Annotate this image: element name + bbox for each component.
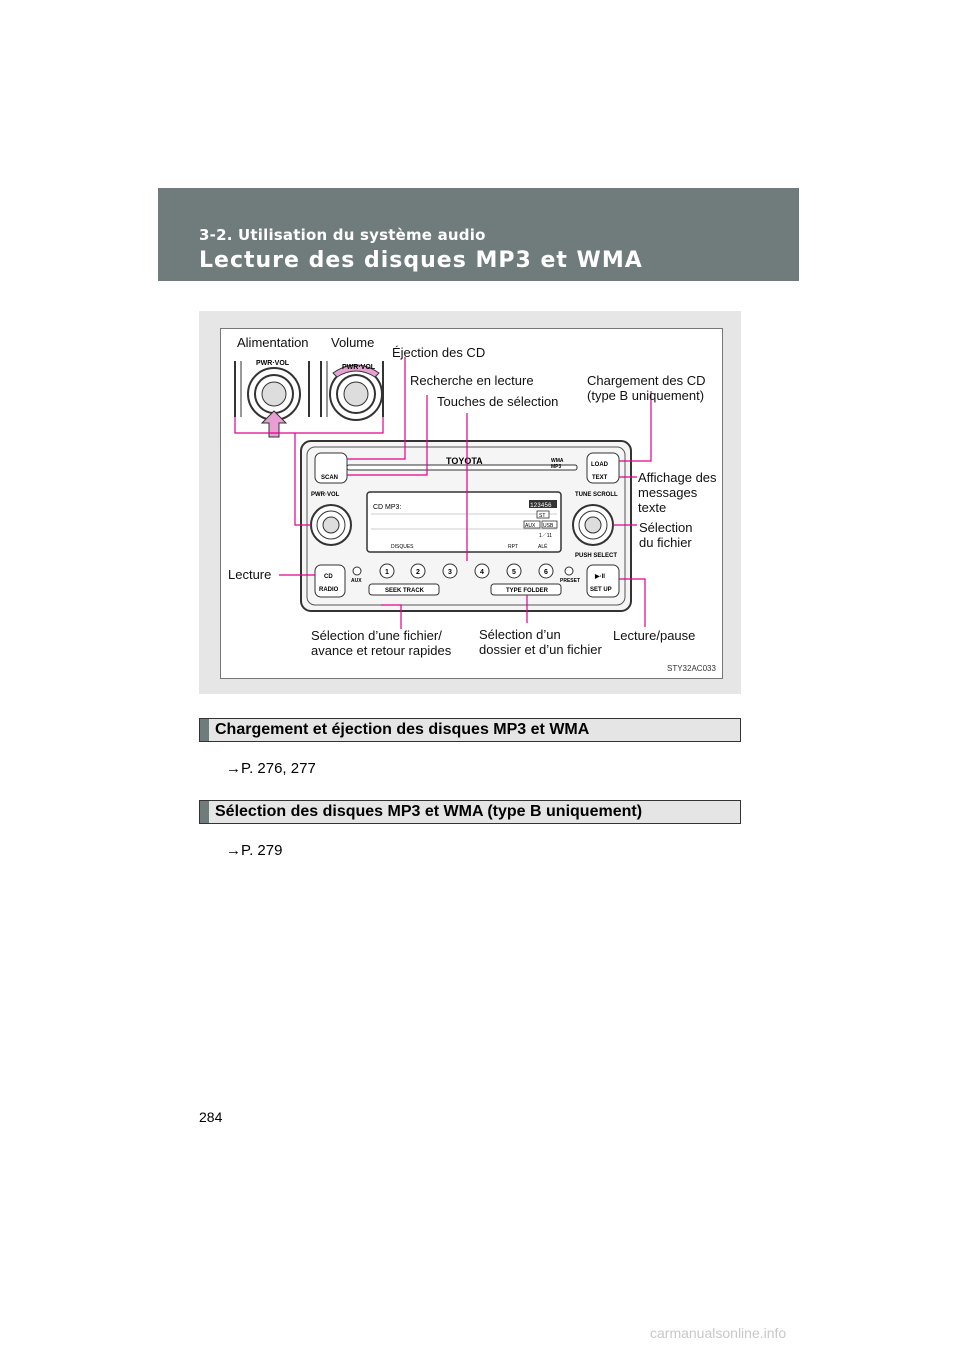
type-folder-label: TYPE FOLDER bbox=[506, 588, 549, 594]
callout-chargement: Chargement des CD (type B uniquement) bbox=[587, 373, 706, 403]
subheading-chargement bbox=[199, 718, 741, 742]
audio-unit-figure bbox=[220, 328, 723, 679]
callout-affichage: Affichage des messages texte bbox=[638, 470, 717, 515]
callout-alimentation: Alimentation bbox=[237, 335, 309, 350]
display-aux: AUX bbox=[525, 523, 536, 529]
preset-label: 4 bbox=[480, 569, 484, 576]
display-track: 1／11 bbox=[539, 533, 552, 539]
seek-track-label: SEEK TRACK bbox=[385, 588, 425, 594]
load-label: LOAD bbox=[591, 462, 608, 468]
push-select-label: PUSH SELECT bbox=[575, 553, 618, 559]
display-usb: USB bbox=[543, 523, 554, 529]
mp3-logo: MP3 bbox=[551, 464, 562, 470]
aux-label: AUX bbox=[351, 578, 362, 584]
setup-label: SET UP bbox=[590, 587, 612, 593]
display-disques: DISQUES bbox=[391, 544, 414, 550]
display-mode: CD MP3: bbox=[373, 504, 402, 511]
subheading-bar bbox=[200, 801, 209, 823]
knob-label: PWR·VOL bbox=[311, 492, 340, 498]
preset-label: 3 bbox=[448, 569, 452, 576]
subheading-text: Sélection des disques MP3 et WMA (type B uniquement) bbox=[215, 803, 643, 820]
callout-selection-fichier: Sélection du fichier bbox=[639, 520, 693, 550]
zoom-volume-label: PWR·VOL bbox=[342, 364, 376, 371]
display-ale: ALÉ bbox=[538, 544, 548, 550]
preset-label: 6 bbox=[544, 569, 548, 576]
zoom-knob-label: PWR·VOL bbox=[256, 360, 290, 367]
callout-lecture: Lecture bbox=[228, 567, 272, 582]
audio-head-unit bbox=[301, 441, 631, 611]
preset-label: 5 bbox=[512, 569, 516, 576]
zoom-power-knob bbox=[235, 360, 309, 437]
cd-label: CD bbox=[324, 574, 333, 580]
subheading-selection bbox=[199, 800, 741, 824]
page-reference: →P. 276, 277 bbox=[226, 760, 316, 777]
callout-volume: Volume bbox=[331, 335, 375, 350]
preset-text: PRESET bbox=[560, 578, 581, 584]
preset-label: 1 bbox=[385, 569, 389, 576]
radio-label: RADIO bbox=[319, 587, 339, 593]
display-rpt: RPT bbox=[508, 544, 518, 550]
callout-selection-avance: Sélection d’une fichier/ avance et retour rapides bbox=[311, 628, 452, 658]
callout-selection-dossier: Sélection d’un dossier et d’un fichier bbox=[479, 627, 602, 657]
page-heading: Lecture des disques MP3 et WMA bbox=[199, 248, 643, 273]
callout-ejection: Éjection des CD bbox=[392, 345, 486, 360]
brand-logo: TOYOTA bbox=[446, 456, 483, 466]
text-label: TEXT bbox=[592, 475, 608, 481]
wma-logo: WMA bbox=[551, 458, 564, 464]
watermark: carmanualsonline.info bbox=[650, 1325, 787, 1341]
section-label: 3-2. Utilisation du système audio bbox=[199, 226, 486, 244]
subheading-bar bbox=[200, 719, 209, 741]
callout-lecture-pause: Lecture/pause bbox=[613, 628, 696, 643]
figure-id: STY32AC033 bbox=[667, 664, 716, 673]
scan-label: SCAN bbox=[321, 475, 339, 481]
play-pause-label: ▶·II bbox=[595, 574, 605, 580]
page-reference: →P. 279 bbox=[226, 842, 283, 859]
display-badges: 123456 bbox=[530, 502, 552, 509]
page-number: 284 bbox=[199, 1109, 223, 1125]
callout-touches: Touches de sélection bbox=[437, 394, 559, 409]
subheading-text: Chargement et éjection des disques MP3 et WMA bbox=[215, 721, 590, 738]
callout-recherche: Recherche en lecture bbox=[410, 373, 534, 388]
zoom-volume-knob bbox=[321, 361, 383, 420]
display-st: ST bbox=[539, 513, 546, 519]
tune-scroll-label: TUNE SCROLL bbox=[575, 492, 618, 498]
preset-label: 2 bbox=[416, 569, 420, 576]
